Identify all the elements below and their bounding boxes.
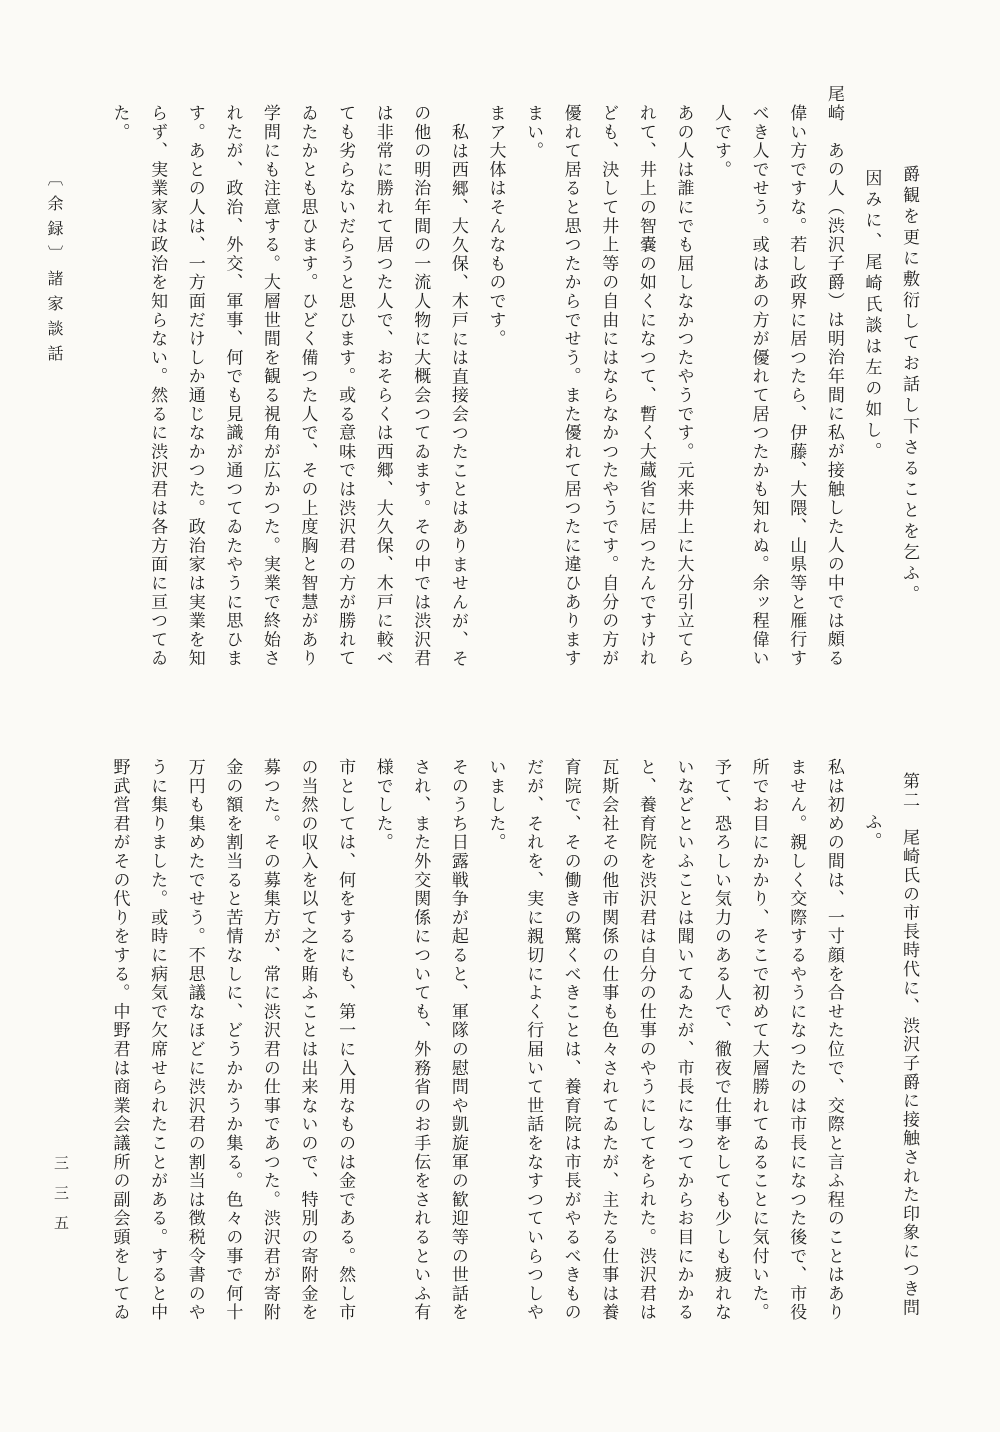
text-column: 因みに、尾崎氏談は左の如し。 <box>862 169 882 463</box>
text-column: らず、実業家は政治を知らない。然るに渋沢君は各方面に亘つてゐ <box>148 104 168 668</box>
text-column: 所でお目にかかり、そこで初めて大層勝れてゐることに気付いた。 <box>749 758 769 1322</box>
text-column: そのうち日露戦争が起ると、軍隊の慰問や凱旋軍の歓迎等の世話を <box>448 758 468 1322</box>
text-column: 様でした。 <box>373 758 393 852</box>
top-text-block <box>101 85 928 685</box>
text-column: いました。 <box>486 758 506 852</box>
bottom-text-block <box>101 758 928 1358</box>
text-column: 爵観を更に敷衍してお話し下さることを乞ふ。 <box>900 165 919 606</box>
text-column: れて、井上の智嚢の如くになつて、暫く大蔵省に居つたんですけれ <box>636 104 656 668</box>
text-column: 私は初めの間は、一寸顔を合せた位で、交際と言ふ程のことはあり <box>824 758 844 1322</box>
text-column: と、養育院を渋沢君は自分の仕事のやうにしてをられた。渋沢君は <box>636 758 656 1322</box>
text-column: た。 <box>110 104 130 142</box>
text-column: ども、決して井上等の自由にはならなかつたやうです。自分の方が <box>599 104 619 668</box>
text-column: ません。親しく交際するやうになつたのは市長になつた後で、市役 <box>787 758 807 1322</box>
text-column: 育院で、その働きの驚くべきことは、養育院は市長がやるべきもの <box>561 758 581 1322</box>
page-number: 三三五 <box>52 1155 68 1245</box>
text-column: 市としては、何をするにも、第一に入用なものは金である。然し市 <box>336 758 356 1322</box>
text-column: だが、それを、実に親切によく行届いて世話をなすつていらつしや <box>524 758 544 1322</box>
text-column: 人です。 <box>712 104 732 180</box>
text-column: 予て、恐ろしい気力のある人で、徹夜で仕事をしても少しも疲れな <box>712 758 732 1322</box>
text-column: まア大体はそんなものです。 <box>486 104 506 349</box>
text-column: ても劣らないだらうと思ひます。或る意味では渋沢君の方が勝れて <box>336 104 356 668</box>
text-column: 瓦斯会社その他市関係の仕事も色々されてゐたが、主たる仕事は養 <box>599 758 619 1322</box>
text-column: 偉い方ですな。若し政界に居つたら、伊藤、大隈、山県等と雁行す <box>787 104 807 668</box>
text-column: 尾崎 あの人（渋沢子爵）は明治年間に私が接触した人の中では頗る <box>824 85 844 668</box>
text-column: あの人は誰にでも屈しなかつたやうです。元来井上に大分引立てら <box>674 104 694 668</box>
text-column: うに集りました。或時に病気で欠席せられたことがある。すると中 <box>148 758 168 1322</box>
text-column: 万円も集めたでせう。不思議なほどに渋沢君の割当は徴税令書のや <box>185 758 205 1322</box>
text-column: 学問にも注意する。大層世間を観る視角が広かつた。実業で終始さ <box>260 104 280 668</box>
text-column: 募つた。その募集方が、常に渋沢君の仕事であつた。渋沢君が寄附 <box>260 758 280 1322</box>
text-column: は非常に勝れて居つた人で、おそらくは西郷、大久保、木戸に較べ <box>373 104 393 668</box>
text-column: 優れて居ると思つたからでせう。また優れて居つたに違ひあります <box>561 104 581 668</box>
text-column: の当然の収入を以て之を賄ふことは出来ないので、特別の寄附金を <box>298 758 318 1322</box>
text-column: ゐたかとも思ひます。ひどく備つた人で、その上度胸と智慧があり <box>298 104 318 668</box>
text-column: 金の額を割当ると苦情なしに、どうかかうか集る。色々の事で何十 <box>223 758 243 1322</box>
text-column: 私は西郷、大久保、木戸には直接会つたことはありませんが、そ <box>448 123 468 669</box>
text-column: の他の明治年間の一流人物に大概会つてゐます。その中では渋沢君 <box>411 104 431 668</box>
text-column: べき人でせう。或はあの方が優れて居つたかも知れぬ。余ッ程偉い <box>749 104 769 668</box>
text-column: まい。 <box>524 104 544 161</box>
text-column: 野武営君がその代りをする。中野君は商業会議所の副会頭をしてゐ <box>110 758 130 1322</box>
text-column: いなどといふことは聞いてゐたが、市長になつてからお目にかかる <box>674 758 694 1322</box>
text-column: れたが、政治、外交、軍事、何でも見識が通つてゐたやうに思ひま <box>223 104 243 668</box>
text-column: され、また外交関係についても、外務省のお手伝をされるといふ有 <box>411 758 431 1322</box>
text-column: 第二 尾崎氏の市長時代に、渋沢子爵に接触された印象につき問 <box>900 772 919 1318</box>
running-title: 〔余録〕諸家談話 <box>45 170 62 370</box>
text-column: ふ。 <box>862 813 882 851</box>
text-column: す。あとの人は、一方面だけしか通じなかつた。政治家は実業を知 <box>185 104 205 668</box>
